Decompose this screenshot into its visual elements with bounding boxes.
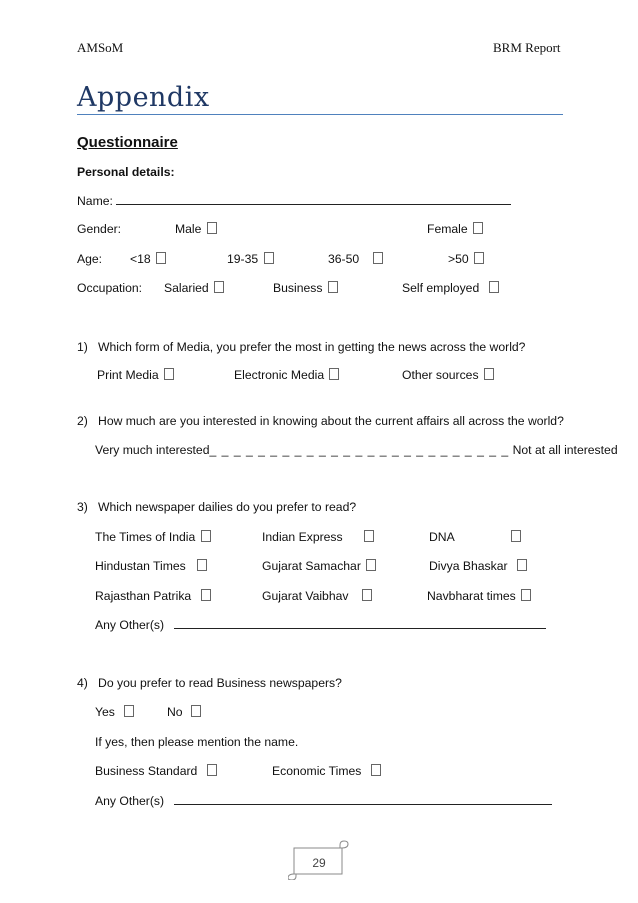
- checkbox-icon[interactable]: [362, 589, 372, 601]
- q3-option[interactable]: Divya Bhaskar: [429, 559, 527, 573]
- question-4: 4) Do you prefer to read Business newspapers?: [77, 676, 342, 690]
- checkbox-icon[interactable]: [489, 281, 499, 293]
- q4-other-label: Any Other(s): [95, 794, 165, 808]
- checkbox-icon[interactable]: [197, 559, 207, 571]
- occupation-option[interactable]: Business: [273, 281, 338, 295]
- page-number: 29: [312, 856, 326, 870]
- personal-heading: Personal details:: [77, 165, 175, 179]
- question-3: 3) Which newspaper dailies do you prefer to read?: [77, 500, 357, 514]
- age-option[interactable]: 19-35: [227, 252, 274, 266]
- q4-option[interactable]: Yes: [95, 705, 134, 719]
- age-label: Age:: [77, 252, 103, 266]
- gender-option[interactable]: Female: [427, 222, 483, 236]
- checkbox-icon[interactable]: [124, 705, 134, 717]
- checkbox-icon[interactable]: [473, 222, 483, 234]
- question-2: 2) How much are you interested in knowing about the current affairs all across the world?: [77, 414, 564, 428]
- checkbox-icon[interactable]: [164, 368, 174, 380]
- header-left: AMSoM: [77, 40, 124, 55]
- age-option[interactable]: <18: [130, 252, 166, 266]
- q4-paper-option[interactable]: Business Standard: [95, 764, 217, 778]
- gender-option[interactable]: Male: [175, 222, 217, 236]
- age-option[interactable]: >50: [448, 252, 484, 266]
- checkbox-icon[interactable]: [214, 281, 224, 293]
- checkbox-icon[interactable]: [484, 368, 494, 380]
- q1-option[interactable]: Other sources: [402, 368, 494, 382]
- q3-option[interactable]: DNA: [429, 530, 521, 544]
- checkbox-icon[interactable]: [371, 764, 381, 776]
- checkbox-icon[interactable]: [156, 252, 166, 264]
- page-number-scroll: [288, 840, 350, 880]
- checkbox-icon[interactable]: [521, 589, 531, 601]
- page-title: Appendix: [77, 82, 210, 113]
- q3-option[interactable]: Rajasthan Patrika: [95, 589, 211, 603]
- checkbox-icon[interactable]: [511, 530, 521, 542]
- q4-other-input-line[interactable]: [174, 803, 552, 805]
- checkbox-icon[interactable]: [201, 530, 211, 542]
- checkbox-icon[interactable]: [207, 222, 217, 234]
- occupation-option[interactable]: Salaried: [164, 281, 224, 295]
- q4-other-row: [95, 794, 552, 808]
- checkbox-icon[interactable]: [474, 252, 484, 264]
- gender-label: Gender:: [77, 222, 122, 236]
- q4-paper-option[interactable]: Economic Times: [272, 764, 381, 778]
- checkbox-icon[interactable]: [201, 589, 211, 601]
- question-1: 1) Which form of Media, you prefer the most in getting the news across the world?: [77, 340, 526, 354]
- checkbox-icon[interactable]: [191, 705, 201, 717]
- q3-option[interactable]: Hindustan Times: [95, 559, 207, 573]
- checkbox-icon[interactable]: [264, 252, 274, 264]
- name-input-line[interactable]: [116, 203, 511, 205]
- section-heading: Questionnaire: [77, 134, 178, 151]
- checkbox-icon[interactable]: [366, 559, 376, 571]
- q4-option[interactable]: No: [167, 705, 201, 719]
- checkbox-icon[interactable]: [329, 368, 339, 380]
- checkbox-icon[interactable]: [207, 764, 217, 776]
- checkbox-icon[interactable]: [373, 252, 383, 264]
- q1-option[interactable]: Electronic Media: [234, 368, 339, 382]
- q3-option[interactable]: Indian Express: [262, 530, 374, 544]
- q3-other-label: Any Other(s): [95, 618, 165, 632]
- q3-option[interactable]: Gujarat Samachar: [262, 559, 376, 573]
- q4-followup: If yes, then please mention the name.: [95, 735, 299, 749]
- checkbox-icon[interactable]: [517, 559, 527, 571]
- occupation-option[interactable]: Self employed: [402, 281, 499, 295]
- q1-option[interactable]: Print Media: [97, 368, 174, 382]
- q3-option[interactable]: Navbharat times: [427, 589, 531, 603]
- q2-scale[interactable]: Very much interested_ _ _ _ _ _ _ _ _ _ _ _ _ _ _ _ _ _ _ _ _ _ _ _ _ Not at all interested: [95, 443, 618, 457]
- header-right: BRM Report: [493, 40, 561, 55]
- age-option[interactable]: 36-50: [328, 252, 383, 266]
- title-divider: [77, 114, 563, 115]
- checkbox-icon[interactable]: [364, 530, 374, 542]
- name-label: Name:: [77, 194, 113, 208]
- checkbox-icon[interactable]: [328, 281, 338, 293]
- name-row: [77, 194, 511, 208]
- occupation-label: Occupation:: [77, 281, 143, 295]
- q3-other-input-line[interactable]: [174, 627, 546, 629]
- q3-other-row: [95, 618, 546, 632]
- q3-option[interactable]: The Times of India: [95, 530, 211, 544]
- q3-option[interactable]: Gujarat Vaibhav: [262, 589, 372, 603]
